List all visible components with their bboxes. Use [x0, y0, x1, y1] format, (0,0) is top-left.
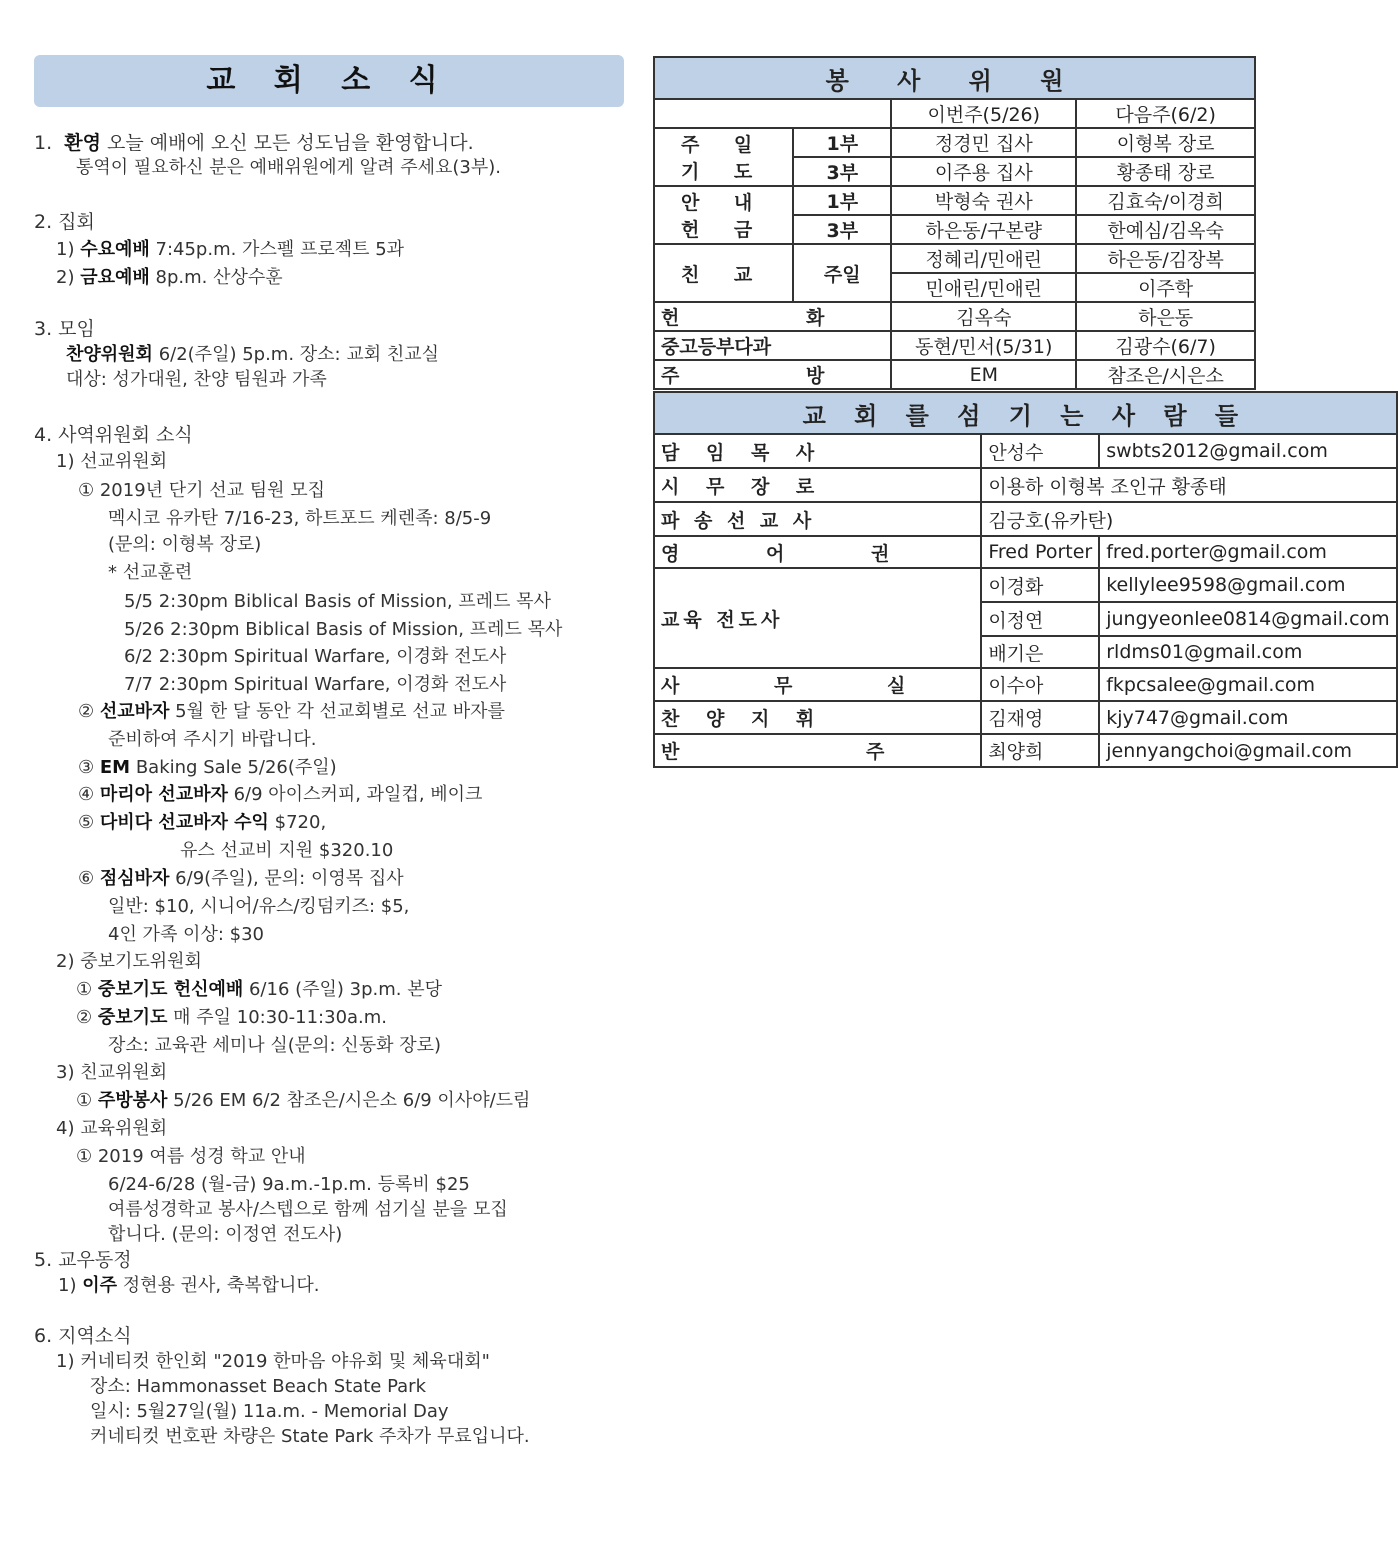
news-line: * 선교훈련 [108, 562, 193, 583]
section-heading: 2. 집회 [34, 211, 95, 233]
section-heading: 5. 교우동정 [34, 1249, 132, 1271]
news-line: 5/26 2:30pm Biblical Basis of Mission, 프레드 목사 [124, 619, 563, 640]
news-column [34, 55, 624, 107]
table-cell: 정혜리/민애린 [891, 244, 1076, 273]
news-line: ⑤ 다비다 선교바자 수익 $720, [78, 812, 327, 833]
next-week-header: 다음주(6/2) [1076, 99, 1255, 128]
service-part: 주일 [793, 244, 891, 302]
news-line: 6/2 2:30pm Spiritual Warfare, 이경화 전도사 [124, 646, 507, 667]
news-line: 대상: 성가대원, 찬양 팀원과 가족 [66, 369, 327, 390]
table-cell: 이형복 장로 [1076, 128, 1255, 157]
news-line: 1) 커네티컷 한인회 "2019 한마음 야유회 및 체육대회" [56, 1351, 490, 1372]
row-label: 헌 화 [654, 302, 891, 331]
staff-name: Fred Porter [981, 536, 1099, 568]
table-cell: 김광수(6/7) [1076, 331, 1255, 360]
subsection-heading: 3) 친교위원회 [56, 1062, 168, 1083]
section-heading: 3. 모임 [34, 318, 95, 340]
table-cell: 이주용 집사 [891, 157, 1076, 186]
staff-name: 이수아 [981, 668, 1099, 701]
news-line: 1) 수요예배 7:45p.m. 가스펠 프로젝트 5과 [56, 239, 405, 260]
table-cell: 김효숙/이경희 [1076, 186, 1255, 215]
table-cell: 동현/민서(5/31) [891, 331, 1076, 360]
role-label: 파 송 선 교 사 [654, 502, 981, 536]
news-line: ① 2019년 단기 선교 팀원 모집 [78, 480, 326, 501]
news-line: 1. 환영 오늘 예배에 오신 모든 성도님을 환영합니다. [34, 132, 474, 154]
news-line: ① 2019 여름 성경 학교 안내 [76, 1146, 306, 1167]
news-line: 4인 가족 이상: $30 [108, 924, 264, 945]
row-label: 주 일 기 도 [654, 128, 793, 186]
news-line: ② 선교바자 5월 한 달 동안 각 선교회별로 선교 바자를 [78, 701, 505, 722]
table-cell: 한예심/김옥숙 [1076, 215, 1255, 244]
staff-name: 이용하 이형복 조인규 황종태 [981, 468, 1396, 502]
staff-email: swbts2012@gmail.com [1099, 434, 1396, 468]
news-line: ② 중보기도 매 주일 10:30-11:30a.m. [76, 1007, 388, 1028]
section-heading: 6. 지역소식 [34, 1325, 132, 1347]
table-cell: 하은동/구본량 [891, 215, 1076, 244]
table-cell: 김옥숙 [891, 302, 1076, 331]
staff-name: 배기은 [981, 636, 1099, 668]
table-cell: 정경민 집사 [891, 128, 1076, 157]
staff-email: fred.porter@gmail.com [1099, 536, 1396, 568]
row-label: 주 방 [654, 360, 891, 389]
role-label: 교육 전도사 [654, 568, 981, 668]
staff-email: kellylee9598@gmail.com [1099, 568, 1396, 602]
subsection-heading: 2) 중보기도위원회 [56, 951, 202, 972]
staff-name: 안성수 [981, 434, 1099, 468]
staff-email: kjy747@gmail.com [1099, 701, 1396, 734]
staff-name: 이경화 [981, 568, 1099, 602]
table-cell: 민애린/민애린 [891, 273, 1076, 302]
table-cell: 하은동/김장복 [1076, 244, 1255, 273]
table-cell: 박형숙 권사 [891, 186, 1076, 215]
service-part: 3부 [793, 215, 891, 244]
news-line: 준비하여 주시기 바랍니다. [108, 729, 317, 750]
news-line: (문의: 이형복 장로) [108, 534, 262, 555]
news-title: 교 회 소 식 [34, 55, 624, 107]
row-label: 안 내 헌 금 [654, 186, 793, 244]
staff-email: jungyeonlee0814@gmail.com [1099, 602, 1396, 636]
table-cell: 이주학 [1076, 273, 1255, 302]
role-label: 반 주 [654, 734, 981, 767]
service-part: 1부 [793, 128, 891, 157]
table-cell: EM [891, 360, 1076, 389]
service-table-title: 봉 사 위 원 [654, 57, 1255, 99]
role-label: 찬 양 지 휘 [654, 701, 981, 734]
news-line: 여름성경학교 봉사/스텝으로 함께 섬기실 분을 모집 [108, 1199, 508, 1220]
table-cell: 하은동 [1076, 302, 1255, 331]
staff-table [653, 391, 1398, 768]
staff-email: fkpcsalee@gmail.com [1099, 668, 1396, 701]
role-label: 시 무 장 로 [654, 468, 981, 502]
staff-name: 최양희 [981, 734, 1099, 767]
news-line: ① 중보기도 헌신예배 6/16 (주일) 3p.m. 본당 [76, 979, 443, 1000]
subsection-heading: 4) 교육위원회 [56, 1118, 168, 1139]
table-cell: 참조은/시은소 [1076, 360, 1255, 389]
news-line: 2) 금요예배 8p.m. 산상수훈 [56, 267, 283, 288]
service-part: 1부 [793, 186, 891, 215]
news-line: 장소: 교육관 세미나 실(문의: 신동화 장로) [108, 1035, 441, 1056]
news-line: 5/5 2:30pm Biblical Basis of Mission, 프레드 목사 [124, 591, 551, 612]
staff-name: 이정연 [981, 602, 1099, 636]
news-line: ⑥ 점심바자 6/9(주일), 문의: 이영목 집사 [78, 868, 404, 889]
news-line: ③ EM Baking Sale 5/26(주일) [78, 757, 337, 778]
news-line: 합니다. (문의: 이정연 전도사) [108, 1224, 343, 1245]
section-heading: 4. 사역위원회 소식 [34, 424, 193, 446]
news-line: ④ 마리아 선교바자 6/9 아이스커피, 과일컵, 베이크 [78, 784, 483, 805]
this-week-header: 이번주(5/26) [891, 99, 1076, 128]
role-label: 영 어 권 [654, 536, 981, 568]
news-line: 통역이 필요하신 분은 예배위원에게 알려 주세요(3부). [76, 157, 501, 178]
news-line: 일시: 5월27일(월) 11a.m. - Memorial Day [90, 1401, 449, 1422]
staff-email: jennyangchoi@gmail.com [1099, 734, 1396, 767]
news-line: 커네티컷 번호판 차량은 State Park 주차가 무료입니다. [90, 1426, 530, 1447]
staff-name: 김긍호(유카탄) [981, 502, 1396, 536]
service-part: 3부 [793, 157, 891, 186]
news-line: ① 주방봉사 5/26 EM 6/2 참조은/시은소 6/9 이사야/드림 [76, 1090, 531, 1111]
role-label: 사 무 실 [654, 668, 981, 701]
news-line: 7/7 2:30pm Spiritual Warfare, 이경화 전도사 [124, 674, 507, 695]
news-line: 찬양위원회 6/2(주일) 5p.m. 장소: 교회 친교실 [66, 344, 439, 365]
staff-name: 김재영 [981, 701, 1099, 734]
news-line: 장소: Hammonasset Beach State Park [90, 1376, 427, 1397]
news-line: 유스 선교비 지원 $320.10 [180, 840, 394, 861]
service-table [653, 56, 1256, 390]
news-line: 멕시코 유카탄 7/16-23, 하트포드 케렌족: 8/5-9 [108, 508, 492, 529]
table-cell: 황종태 장로 [1076, 157, 1255, 186]
subsection-heading: 1) 선교위원회 [56, 451, 168, 472]
news-line: 1) 이주 정현용 권사, 축복합니다. [58, 1275, 320, 1296]
row-label: 친 교 [654, 244, 793, 302]
news-line: 6/24-6/28 (월-금) 9a.m.-1p.m. 등록비 $25 [108, 1174, 470, 1195]
news-line: 일반: $10, 시니어/유스/킹덤키즈: $5, [108, 896, 410, 917]
staff-email: rldms01@gmail.com [1099, 636, 1396, 668]
row-label: 중고등부다과 [654, 331, 891, 360]
role-label: 담 임 목 사 [654, 434, 981, 468]
staff-table-title: 교 회 를 섬 기 는 사 람 들 [654, 392, 1397, 434]
